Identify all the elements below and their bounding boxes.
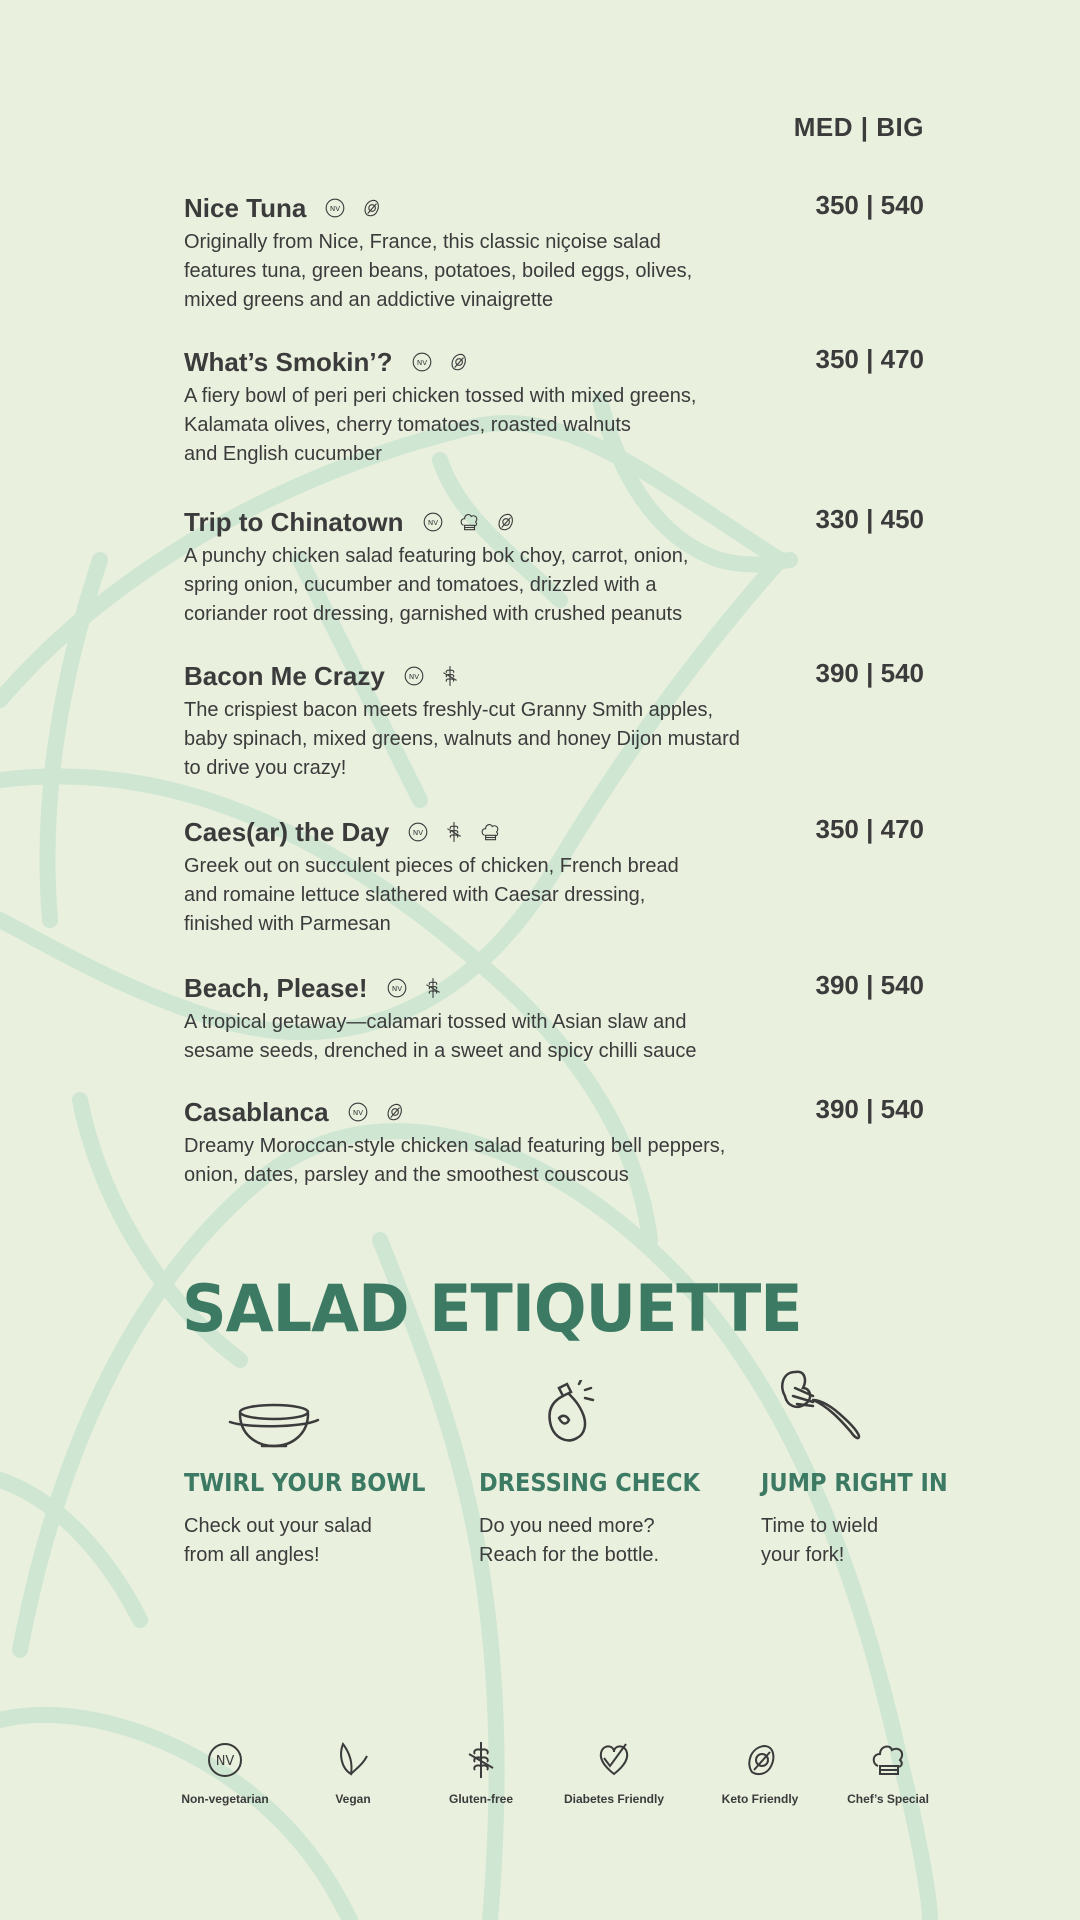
menu-item-header [184, 968, 924, 1008]
description-line: Dreamy Moroccan-style chicken salad featuring bell peppers, [184, 1135, 726, 1157]
svg-text:NV: NV [352, 1107, 363, 1117]
menu-item-diet-icons [386, 977, 444, 999]
dressing-bottle-icon [539, 1380, 601, 1446]
bowl-icon [226, 1396, 322, 1450]
menu-item-price: 350 | 470 [815, 344, 924, 374]
diabetes-friendly-icon [594, 1740, 634, 1780]
description-line: features tuna, green beans, potatoes, boiled eggs, olives, [184, 260, 693, 282]
legend-item [411, 1740, 551, 1806]
gluten-free-icon [422, 977, 444, 999]
description-line: A tropical getaway—calamari tossed with Asian slaw and [184, 1011, 687, 1033]
tip-title: TWIRL YOUR BOWL [184, 1468, 426, 1497]
size-header: MED | BIG [793, 112, 924, 142]
legend-item [818, 1740, 958, 1806]
menu-item-description [184, 228, 784, 315]
menu-item-diet-icons [422, 511, 516, 533]
menu-item [184, 342, 924, 469]
description-line: Kalamata olives, cherry tomatoes, roasted walnuts [184, 414, 631, 436]
description-line: and romaine lettuce slathered with Caesar dressing, [184, 884, 646, 906]
legend-label: Diabetes Friendly [563, 1792, 665, 1806]
menu-item-diet-icons [324, 197, 382, 219]
menu-item-header [184, 656, 924, 696]
legend-label: Keto Friendly [721, 1792, 799, 1806]
legend-label: Non-vegetarian [181, 1792, 269, 1806]
svg-text:NV: NV [427, 517, 438, 527]
keto-icon [494, 511, 516, 533]
menu-item-description [184, 696, 784, 783]
menu-item-price: 390 | 540 [815, 970, 924, 1000]
description-line: onion, dates, parsley and the smoothest couscous [184, 1164, 629, 1186]
menu-item-description [184, 542, 784, 629]
svg-text:NV: NV [391, 983, 402, 993]
description-line: and English cucumber [184, 443, 382, 465]
tip-text: Do you need more? Reach for the bottle. [479, 1515, 660, 1566]
menu-item-diet-icons [403, 665, 461, 687]
svg-text:NV: NV [416, 357, 427, 367]
menu-item-name: Beach, Please! [184, 972, 368, 1003]
menu-item-header [184, 812, 924, 852]
chef-special-icon [458, 511, 480, 533]
legend-item [283, 1740, 423, 1806]
description-line: baby spinach, mixed greens, walnuts and honey Dijon mustard [184, 728, 740, 750]
nv-icon [403, 665, 425, 687]
menu-item-name: Casablanca [184, 1096, 329, 1127]
keto-icon [360, 197, 382, 219]
menu-item-price: 390 | 540 [815, 1094, 924, 1124]
keto-icon [383, 1101, 405, 1123]
menu-item-header [184, 1092, 924, 1132]
svg-text:NV: NV [215, 1754, 235, 1769]
menu-item-price: 350 | 470 [815, 814, 924, 844]
svg-text:NV: NV [330, 203, 341, 213]
menu-item [184, 188, 924, 315]
description-line: Originally from Nice, France, this classic niçoise salad [184, 231, 661, 253]
menu-item-name: What’s Smokin’? [184, 346, 393, 377]
menu-item-description [184, 1008, 784, 1066]
nv-icon [324, 197, 346, 219]
legend-item [155, 1740, 295, 1806]
legend-label: Vegan [335, 1792, 371, 1806]
nv-icon [205, 1740, 245, 1780]
menu-item-name: Trip to Chinatown [184, 506, 404, 537]
menu-item-name: Nice Tuna [184, 192, 307, 223]
keto-icon [740, 1740, 780, 1780]
menu-item [184, 968, 924, 1066]
nv-icon [347, 1101, 369, 1123]
description-line: The crispiest bacon meets freshly-cut Granny Smith apples, [184, 699, 714, 721]
menu-item [184, 502, 924, 629]
menu-item-price: 390 | 540 [815, 658, 924, 688]
description-line: mixed greens and an addictive vinaigrette [184, 289, 554, 311]
legend-item [544, 1740, 684, 1806]
menu-item-diet-icons [407, 821, 501, 843]
menu-item-price: 350 | 540 [815, 190, 924, 220]
chef-special-icon [868, 1740, 908, 1780]
gluten-free-icon [461, 1740, 501, 1780]
description-line: A fiery bowl of peri peri chicken tossed with mixed greens, [184, 385, 697, 407]
legend-item [690, 1740, 830, 1806]
description-line: sesame seeds, drenched in a sweet and spicy chilli sauce [184, 1040, 697, 1062]
menu-item-description [184, 382, 784, 469]
menu-item [184, 812, 924, 939]
tip-text: Check out your salad from all angles! [184, 1515, 372, 1566]
menu-item-header [184, 342, 924, 382]
etiquette-title: SALAD ETIQUETTE [182, 1270, 802, 1347]
menu-item-header [184, 502, 924, 542]
vegan-icon [333, 1740, 373, 1780]
menu-item-diet-icons [347, 1101, 405, 1123]
nv-icon [411, 351, 433, 373]
tip-text: Time to wield your fork! [761, 1515, 879, 1566]
description-line: A punchy chicken salad featuring bok choy, carrot, onion, [184, 545, 689, 567]
gluten-free-icon [439, 665, 461, 687]
description-line: to drive you crazy! [184, 757, 347, 779]
description-line: Greek out on succulent pieces of chicken, French bread [184, 855, 679, 877]
menu-item-diet-icons [411, 351, 469, 373]
nv-icon [422, 511, 444, 533]
nv-icon [407, 821, 429, 843]
menu-item [184, 656, 924, 783]
description-line: finished with Parmesan [184, 913, 391, 935]
menu-item-name: Bacon Me Crazy [184, 660, 385, 691]
menu-item-name: Caes(ar) the Day [184, 816, 390, 847]
menu-item [184, 1092, 924, 1190]
fork-icon [775, 1366, 865, 1446]
keto-icon [447, 351, 469, 373]
description-line: spring onion, cucumber and tomatoes, drizzled with a [184, 574, 657, 596]
svg-text:NV: NV [408, 671, 419, 681]
svg-text:NV: NV [413, 827, 424, 837]
legend-label: Gluten-free [448, 1792, 513, 1806]
menu-item-description [184, 1132, 784, 1190]
description-line: coriander root dressing, garnished with crushed peanuts [184, 603, 683, 625]
nv-icon [386, 977, 408, 999]
tip-title: DRESSING CHECK [479, 1468, 700, 1497]
menu-item-price: 330 | 450 [815, 504, 924, 534]
menu-item-description [184, 852, 784, 939]
chef-special-icon [479, 821, 501, 843]
gluten-free-icon [443, 821, 465, 843]
menu-item-header [184, 188, 924, 228]
legend-label: Chef’s Special [847, 1792, 929, 1806]
tip-title: JUMP RIGHT IN [761, 1468, 948, 1497]
